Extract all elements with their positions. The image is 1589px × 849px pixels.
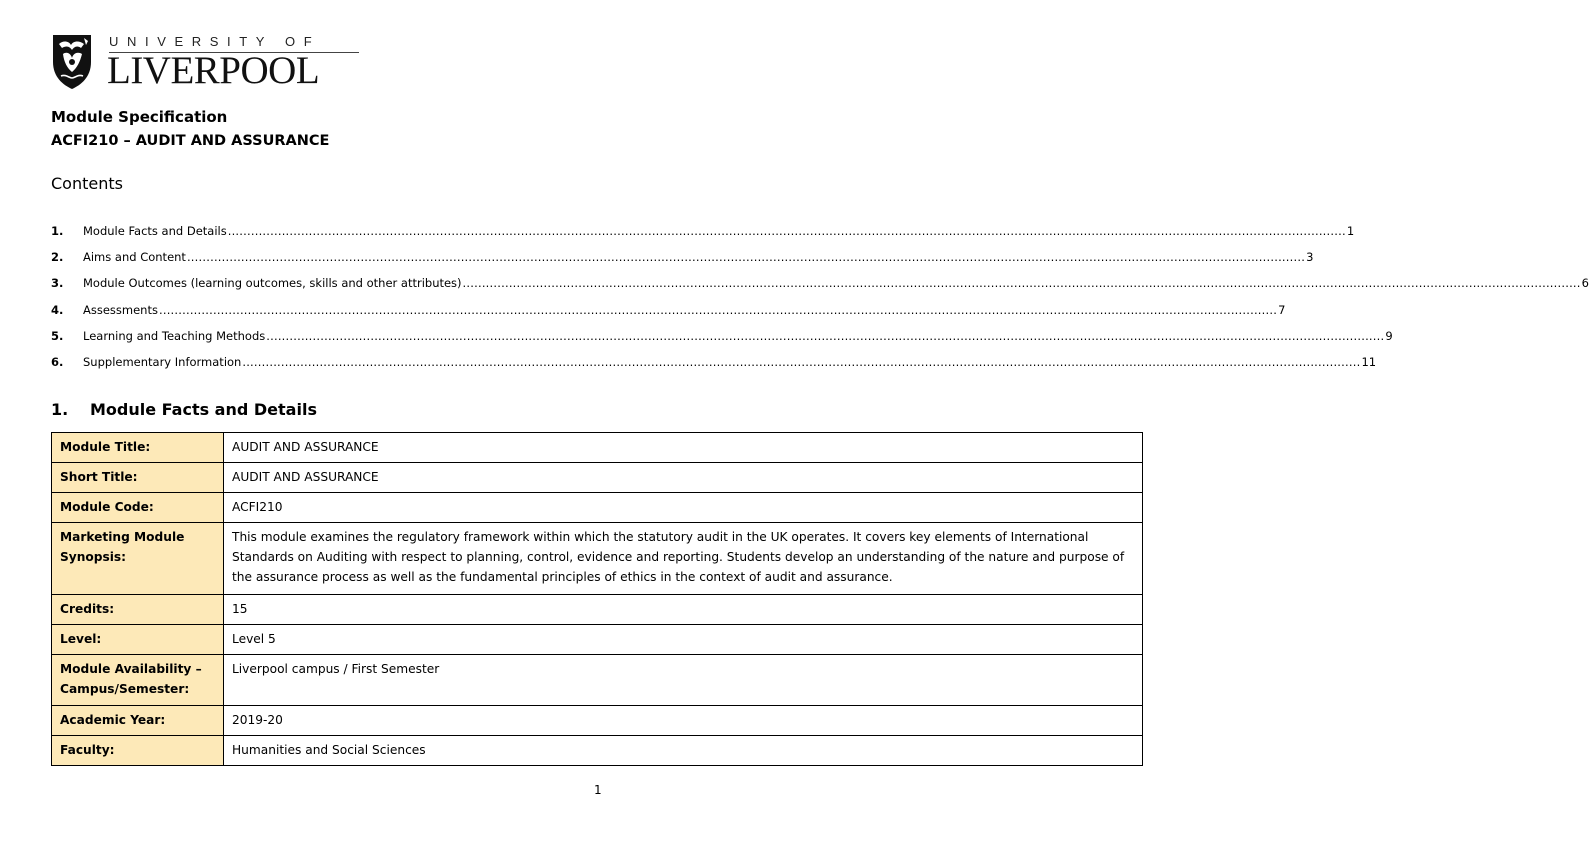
table-row (52, 706, 1143, 736)
field-label: Academic Year: (52, 706, 224, 736)
toc-leader: .................................................................................................................................................................................................................................................................................................. (186, 250, 1306, 265)
toc-leader: .................................................................................................................................................................................................................................................................................................. (462, 276, 1581, 291)
field-label: Short Title: (52, 463, 224, 493)
table-of-contents (51, 224, 1589, 381)
field-value: AUDIT AND ASSURANCE (224, 433, 1143, 463)
liverpool-wordmark: LIVERPOOL (107, 49, 320, 92)
table-row (52, 595, 1143, 625)
toc-label[interactable]: Supplementary Information (83, 354, 242, 369)
field-value: Humanities and Social Sciences (224, 736, 1143, 766)
toc-entry[interactable] (51, 276, 1589, 302)
field-value: 15 (224, 595, 1143, 625)
field-value: Liverpool campus / First Semester (224, 655, 1143, 706)
field-label: Marketing Module Synopsis: (52, 523, 224, 595)
table-row (52, 625, 1143, 655)
table-row (52, 433, 1143, 463)
page-number: 1 (594, 783, 602, 797)
toc-label[interactable]: Assessments (83, 302, 158, 317)
field-label: Level: (52, 625, 224, 655)
toc-number: 1. (51, 224, 64, 238)
toc-label[interactable]: Aims and Content (83, 250, 186, 265)
toc-page: 7 (1278, 302, 1286, 317)
toc-page: 3 (1306, 250, 1314, 265)
table-row (52, 736, 1143, 766)
toc-number: 4. (51, 302, 64, 317)
university-of-text: UNIVERSITY OF (109, 34, 321, 49)
toc-page: 11 (1361, 354, 1377, 369)
field-value: Level 5 (224, 625, 1143, 655)
university-logo (51, 32, 321, 92)
toc-label[interactable]: Module Facts and Details (83, 224, 227, 238)
toc-number: 3. (51, 276, 64, 291)
toc-page: 6 (1581, 276, 1589, 291)
toc-entry[interactable] (51, 328, 1393, 355)
field-label: Module Code: (52, 493, 224, 523)
toc-page: 1 (1346, 224, 1355, 238)
document-title: Module Specification (51, 108, 228, 126)
contents-heading: Contents (51, 174, 123, 193)
field-label: Credits: (52, 595, 224, 625)
toc-entry[interactable] (51, 302, 1286, 329)
toc-number: 6. (51, 354, 64, 369)
module-facts-table (51, 432, 1143, 766)
toc-leader: .................................................................................................................................................................................................................................................................................................. (158, 302, 1278, 317)
module-heading: ACFI210 – AUDIT AND ASSURANCE (51, 133, 330, 149)
field-value: 2019-20 (224, 706, 1143, 736)
toc-label[interactable]: Learning and Teaching Methods (83, 328, 266, 343)
field-label: Module Title: (52, 433, 224, 463)
toc-label[interactable]: Module Outcomes (learning outcomes, skills and other attributes) (83, 276, 462, 291)
toc-number: 2. (51, 250, 64, 265)
section-title: Module Facts and Details (90, 400, 317, 419)
toc-leader: .................................................................................................................................................................................................................................................................................................. (266, 328, 1385, 343)
section-number: 1. (51, 400, 69, 419)
section-heading (51, 400, 317, 419)
field-value: ACFI210 (224, 493, 1143, 523)
toc-entry[interactable] (51, 224, 1355, 250)
field-label: Faculty: (52, 736, 224, 766)
university-crest-icon (51, 32, 93, 90)
field-label: Module Availability – Campus/Semester: (52, 655, 224, 706)
toc-entry[interactable] (51, 354, 1377, 381)
toc-entry[interactable] (51, 250, 1314, 276)
table-row (52, 493, 1143, 523)
toc-leader: .................................................................................................................................................................................................................................................................................................. (242, 354, 1361, 369)
table-row (52, 523, 1143, 595)
field-value: AUDIT AND ASSURANCE (224, 463, 1143, 493)
toc-leader: .................................................................................................................................................................................................................................................................................................. (227, 224, 1346, 238)
toc-number: 5. (51, 328, 64, 343)
table-row (52, 463, 1143, 493)
table-row (52, 655, 1143, 706)
toc-page: 9 (1385, 328, 1393, 343)
field-value: This module examines the regulatory framework within which the statutory audit in the UK operates. It covers key elements of International Standards on Auditing with respect to planning, control, evidence and reporting. Students develop an understanding of the nature and purpose of the assurance process as well as the fundamental principles of ethics in the context of audit and assurance. (224, 523, 1143, 595)
